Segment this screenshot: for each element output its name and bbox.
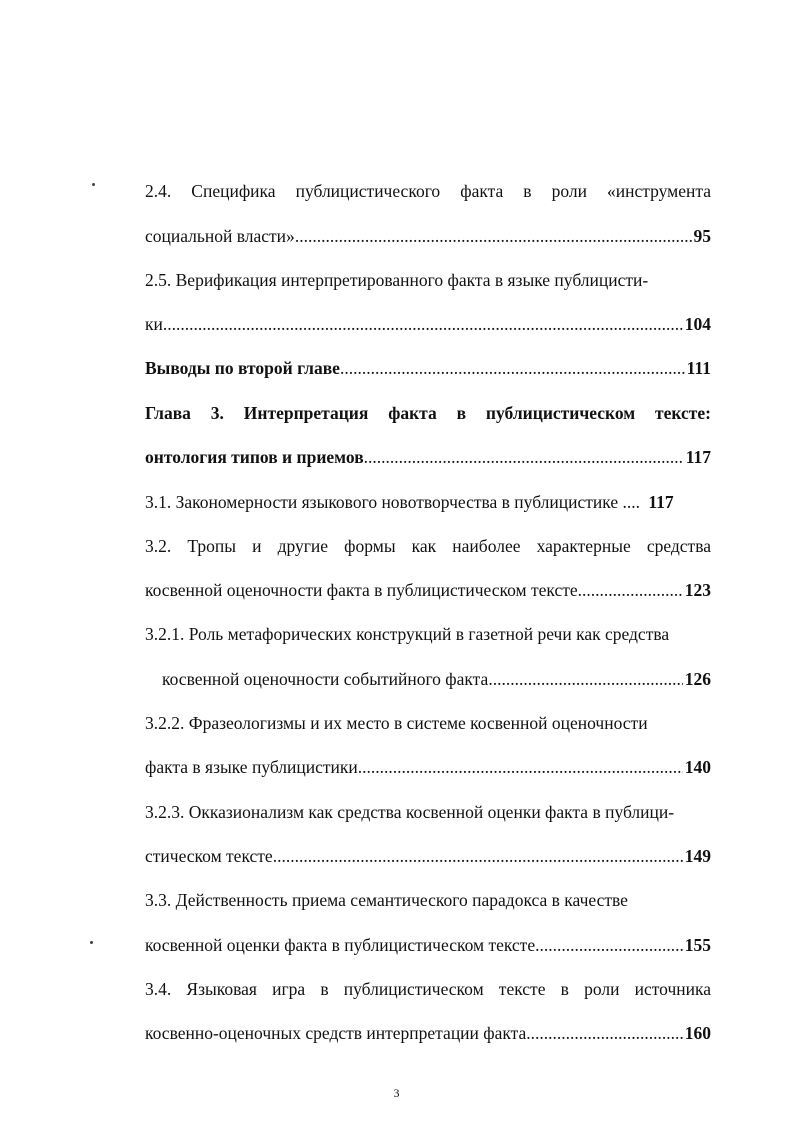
page-number: 3 [393, 1086, 400, 1100]
toc-entry-3-2-2-line2 [145, 754, 711, 780]
toc-entry-3-4-line1: 3.4. Языковая игра в публицистическом тексте в роли источника [145, 979, 711, 999]
toc-page-number: 149 [684, 846, 711, 866]
toc-entry-text: онтология типов и приемов [145, 447, 364, 467]
leader-dots [578, 577, 683, 603]
toc-page-number: 117 [685, 447, 711, 467]
leader-dots [364, 444, 684, 470]
toc-entry-3-2-line2 [145, 577, 711, 603]
toc-entry-2-4-line1: 2.4. Специфика публицистического факта в роли «инструмента [145, 181, 711, 201]
leader-dots: .... [622, 492, 640, 512]
leader-dots [163, 311, 683, 337]
toc-entry-3-2-1-line1: 3.2.1. Роль метафорических конструкций в газетной речи как средства [145, 624, 670, 644]
toc-page-number: 160 [684, 1023, 711, 1043]
toc-entry-conclusions-ch2 [145, 355, 711, 381]
toc-entry-2-4-line2 [145, 223, 711, 249]
toc-entry-text: косвенной оценочности факта в публицистическом тексте [145, 580, 578, 600]
toc-entry-text: косвенной оценки факта в публицистическом тексте [145, 935, 536, 955]
toc-page-number: 111 [686, 358, 711, 378]
toc-entry-text: косвенной оценочности событийного факта [162, 669, 489, 689]
toc-entry-text: социальной власти» [145, 226, 295, 246]
leader-dots [535, 932, 683, 958]
toc-entry-text: ки [145, 314, 163, 334]
toc-entry-3-4-line2 [145, 1020, 711, 1046]
scan-speck [90, 941, 93, 944]
toc-entry-3-2-1-line2 [162, 666, 711, 692]
toc-entry-2-5-line2 [145, 311, 711, 337]
toc-entry-3-2-2-line1: 3.2.2. Фразеологизмы и их место в системе косвенной оценочности [145, 713, 648, 733]
leader-dots [295, 223, 692, 249]
toc-entry-3-2-3-line2 [145, 843, 711, 869]
toc-entry-text: факта в языке публицистики [145, 757, 358, 777]
toc-entry-text: стическом тексте [145, 846, 273, 866]
toc-entry-3-1 [145, 489, 711, 515]
toc-page-number: 126 [684, 669, 711, 689]
toc-entry-text: Выводы по второй главе [145, 358, 340, 378]
leader-dots [273, 843, 683, 869]
scan-speck [92, 183, 95, 186]
toc-entry-2-5-line1: 2.5. Верификация интерпретированного факта в языке публицисти- [145, 270, 649, 290]
toc-page-number: 140 [684, 757, 711, 777]
toc-entry-3-3-line2 [145, 932, 711, 958]
toc-page-number: 104 [684, 314, 711, 334]
leader-dots [488, 666, 682, 692]
toc-chapter-3-line1: Глава 3. Интерпретация факта в публицистическом тексте: [145, 403, 711, 423]
toc-page-number: 155 [684, 935, 711, 955]
toc-entry-text: 3.1. Закономерности языкового новотворчества в публицистике [145, 492, 619, 512]
toc-chapter-3-line2 [145, 444, 711, 470]
toc-entry-3-3-line1: 3.3. Действенность приема семантического парадокса в качестве [145, 890, 628, 910]
leader-dots [526, 1020, 682, 1046]
toc-page-number: 95 [693, 226, 711, 246]
toc-entry-3-2-3-line1: 3.2.3. Окказионализм как средства косвенной оценки факта в публици- [145, 802, 675, 822]
toc-entry-3-2-line1: 3.2. Тропы и другие формы как наиболее характерные средства [145, 536, 711, 556]
toc-page-number: 123 [684, 580, 711, 600]
toc-page-number: 117 [648, 492, 674, 512]
leader-dots [358, 754, 683, 780]
toc-entry-text: косвенно-оценочных средств интерпретации факта [145, 1023, 527, 1043]
leader-dots [340, 355, 685, 381]
